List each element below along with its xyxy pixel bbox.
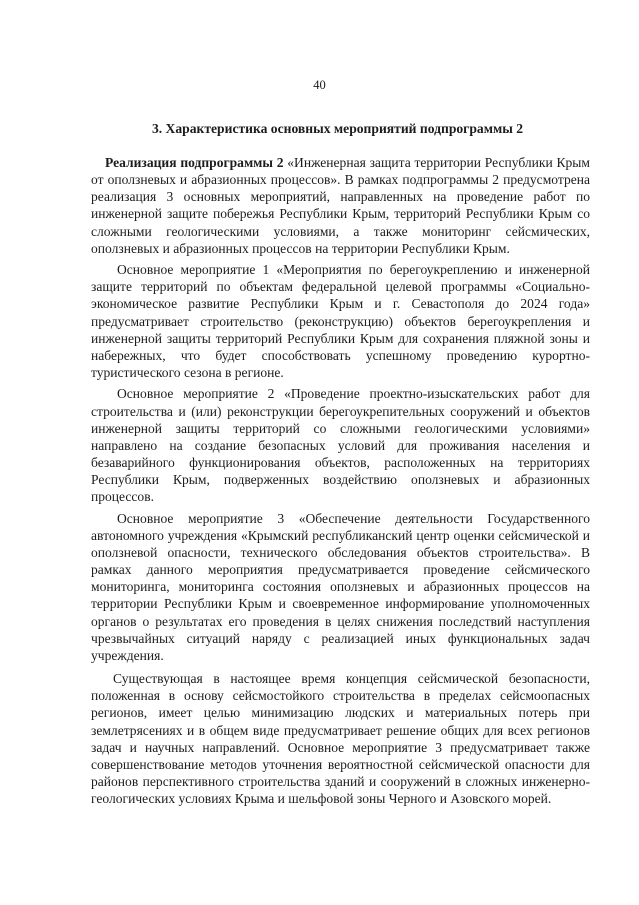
section-heading: 3. Характеристика основных мероприятий подпрограммы 2 — [151, 121, 524, 136]
paragraph-measure-2: Основное мероприятие 2 «Проведение проектно-изыскательских работ для строительства и (или) реконструкции берегоукрепительных сооружений и объектов инженерной защиты территорий со сложными геологическими условиями» направлено на создание безопасных условий для проживания населения и безаварийного функционирования объектов, расположенных на территориях Республики Крым, подверженных воздействию оползневых и абразионных процессов. — [91, 386, 590, 505]
paragraph-text: «Инженерная защита территории Республики Крым от оползневых и абразионных процессов». В рамках подпрограммы 2 предусмотрена реализация 3 основных мероприятий, направленных на проведение работ по инженерной защите побережья Республики Крым, территорий Республики Крым со сложными геологическими условиями, а также мониторинг сейсмических, оползневых и абразионных процессов на территории Республики Крым. — [91, 155, 590, 256]
page-number: 40 — [313, 78, 326, 92]
paragraph-concept: Существующая в настоящее время концепция сейсмической безопасности, положенная в основу сейсмостойкого строительства в пределах сейсмоопасных регионов, имеет целью минимизацию людских и материальных потерь при землетрясениях и в общем виде предусматривает решение общих для всех регионов задач и научных направлений. Основное мероприятие 3 предусматривает также совершенствование методов уточнения вероятностной сейсмической опасности для районов перспективного строительства зданий и сооружений в сложных инженерно-геологических условиях Крыма и шельфовой зоны Черного и Азовского морей. — [91, 671, 590, 807]
paragraph-lead: Реализация подпрограммы 2 — [105, 155, 284, 170]
document-body — [91, 154, 590, 812]
paragraph-measure-1: Основное мероприятие 1 «Мероприятия по берегоукреплению и инженерной защите территорий по объектам федеральной целевой программы «Социально-экономическое развитие Республики Крым и г. Севастополя до 2024 года» предусматривает строительство (реконструкцию) объектов берегоукрепления и инженерной защиты территорий Республики Крым для сохранения пляжной зоны и набережных, что будет способствовать успешному проведению курортно-туристического сезона в регионе. — [91, 262, 590, 381]
paragraph-measure-3: Основное мероприятие 3 «Обеспечение деятельности Государственного автономного учреждения «Крымский республиканский центр оценки сейсмической и оползневой опасности, технического обследования объектов строительства». В рамках данного мероприятия предусматривается проведение сейсмического мониторинга, мониторинга состояния оползневых и абразионных процессов на территории Республики Крым и своевременное информирование уполномоченных органов о результатах его проведения в целях снижения последствий наступления чрезвычайных ситуаций наряду с реализацией иных функциональных задач учреждения. — [91, 510, 590, 663]
paragraph-intro — [91, 154, 590, 257]
